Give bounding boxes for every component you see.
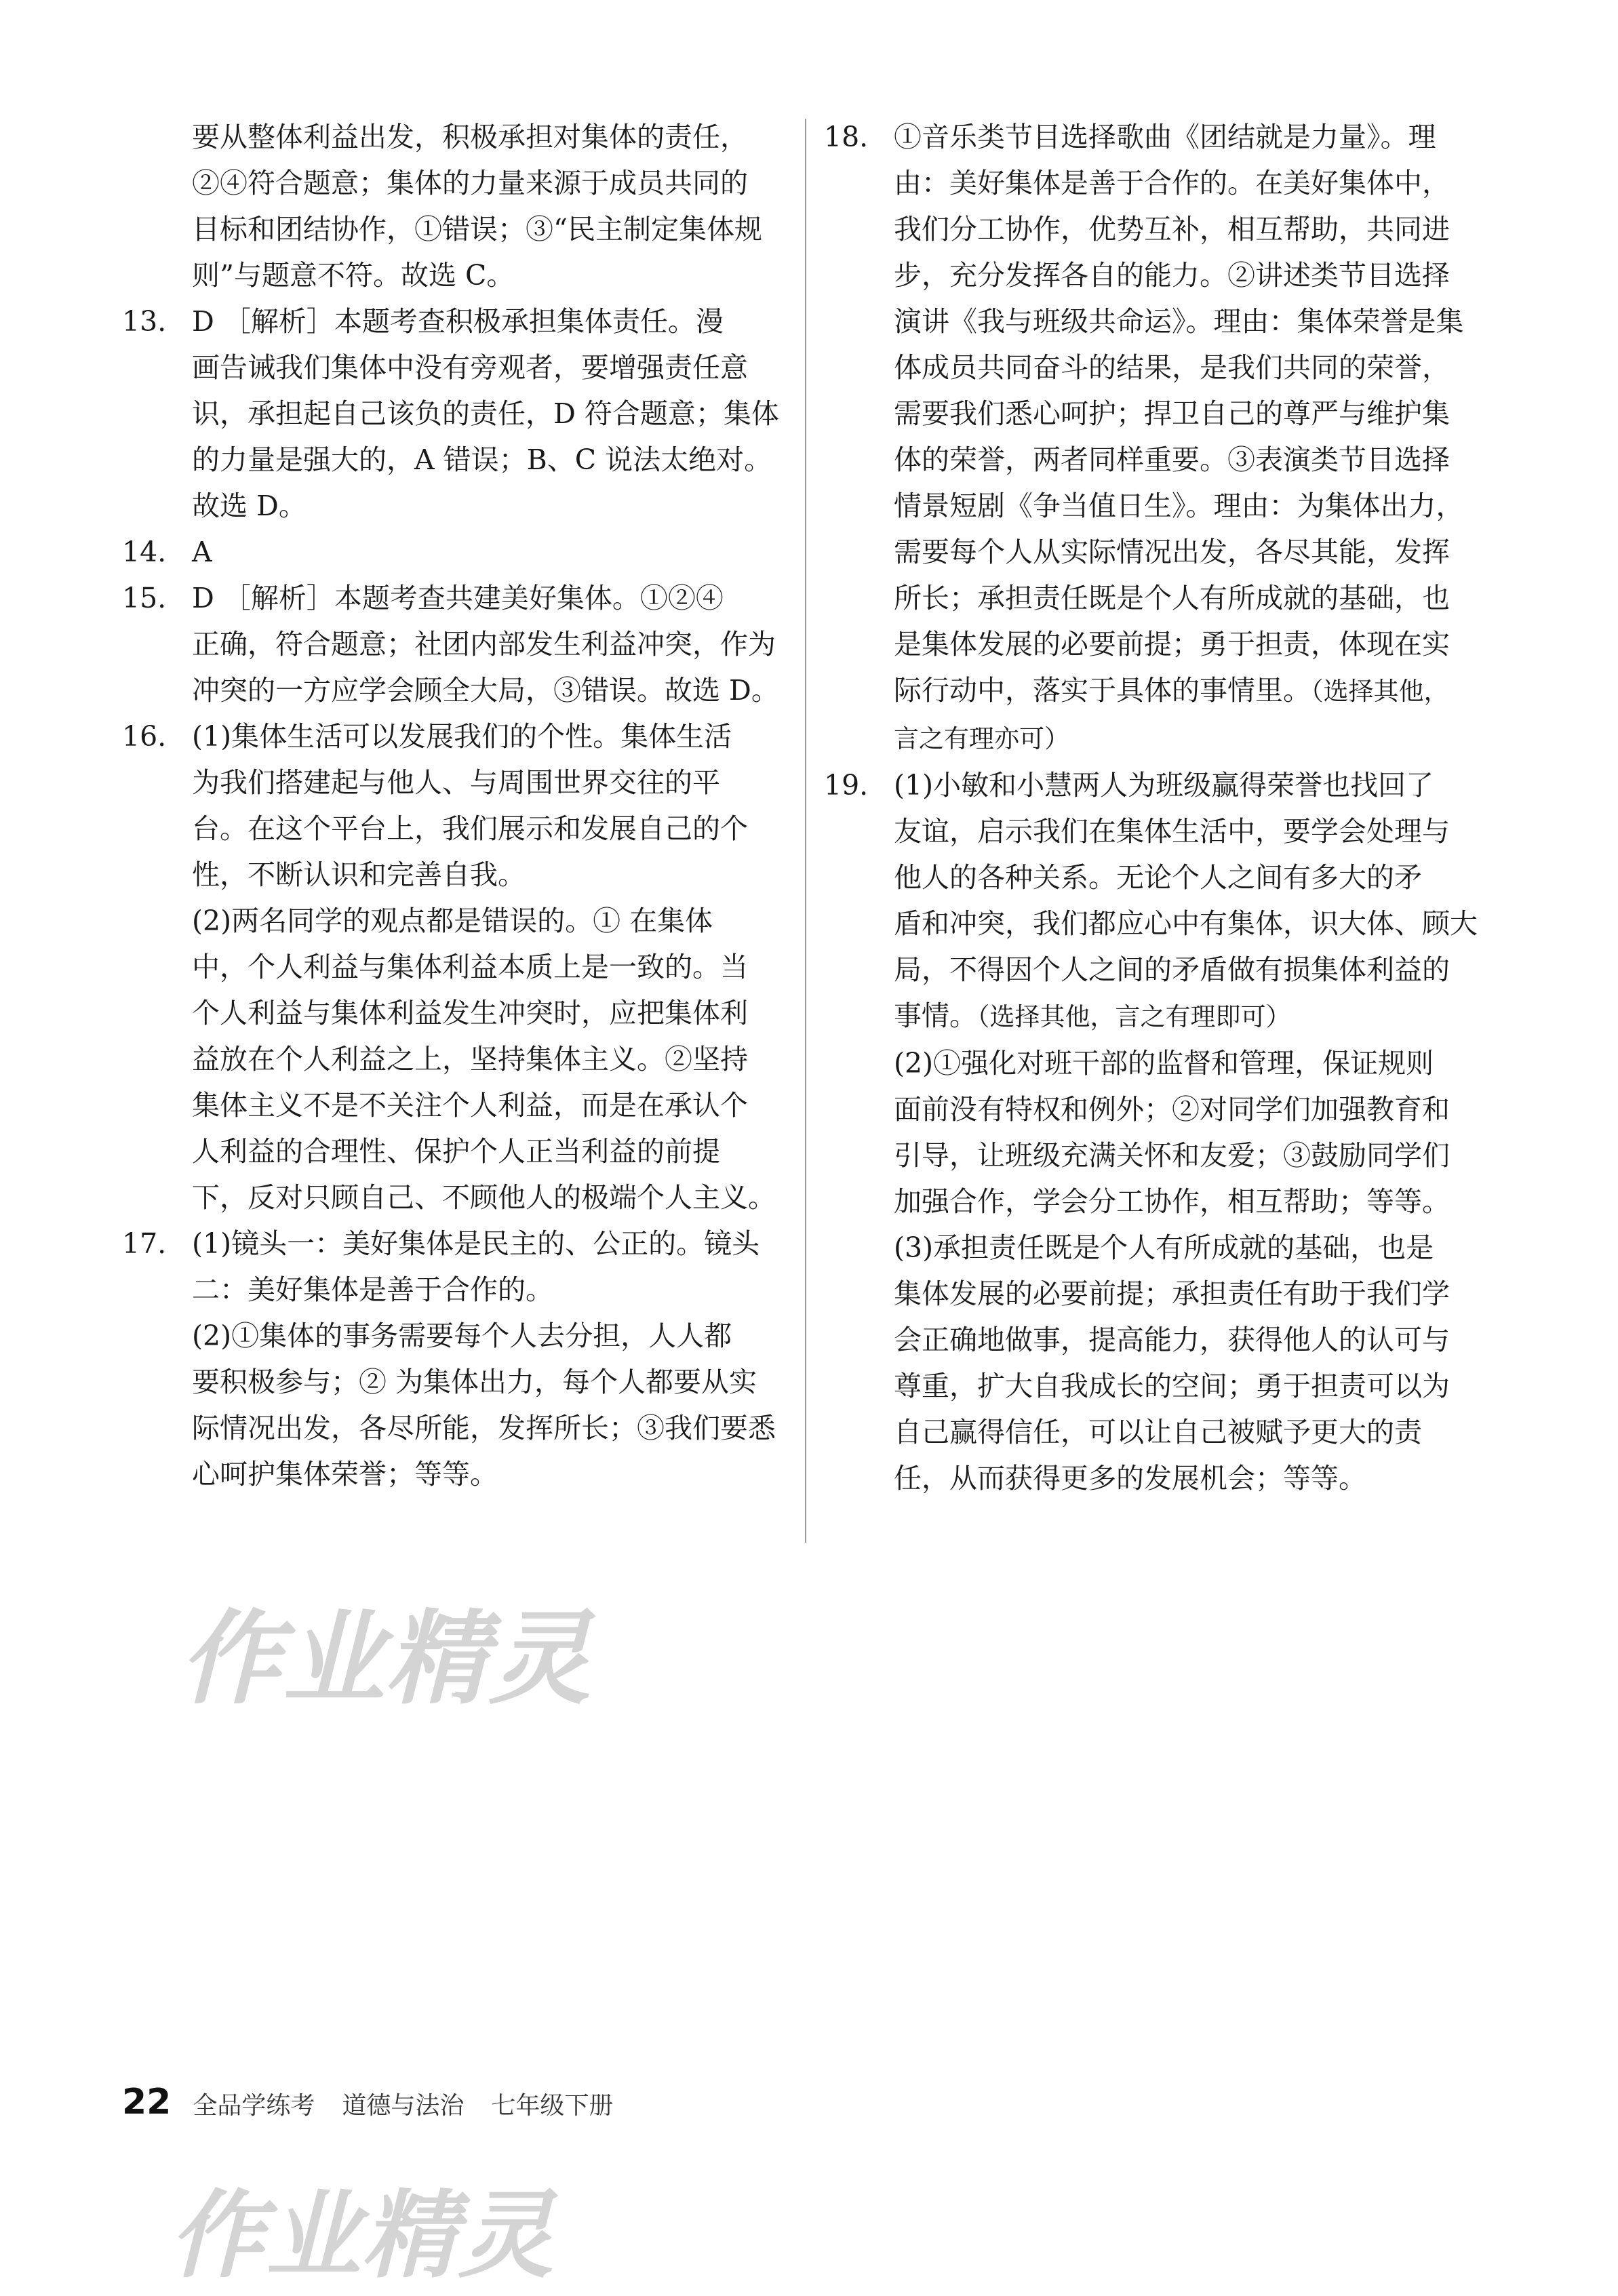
footer-grade: 七年级下册: [491, 2092, 614, 2120]
right-column: [824, 114, 1492, 1501]
watermark-footer: 作业精灵: [170, 2181, 555, 2291]
answer-number: 16.: [122, 720, 167, 753]
answer-14: 14. A: [122, 529, 800, 575]
answer-17: 17. (1)镜头一：美好集体是民主的、公正的。镜头 二：美好集体是善于合作的。 (2)①集体的事务需要每个人去分担，人人都 要积极参与；② 为集体出力，每个人都要从实 际情况出发，各尽所能，发挥所长；③我们要悉 心呵护集体荣誉；等等。: [122, 1221, 800, 1497]
note-text: 言之有理亦可）: [894, 724, 1069, 753]
answer-13: 13. D ［解析］本题考查积极承担集体责任。漫 画告诫我们集体中没有旁观者，要增强责任意 识，承担起自己该负的责任，D 符合题意；集体 的力量是强大的，A 错误；B、C 说法太绝对。 故选 D。: [122, 298, 800, 529]
page-footer: [122, 2082, 640, 2122]
watermark: 作业精灵: [180, 1600, 593, 1718]
footer-subject: 道德与法治: [342, 2092, 465, 2120]
note-text: （选择其他，言之有理即可）: [977, 1002, 1291, 1031]
answer-15: 15. D ［解析］本题考查共建美好集体。①②④ 正确，符合题意；社团内部发生利益冲突，作为 冲突的一方应学会顾全大局，③错误。故选 D。: [122, 575, 800, 713]
column-divider: [805, 119, 806, 1543]
answer-19: 19. (1)小敏和小慧两人为班级赢得荣誉也找回了 友谊，启示我们在集体生活中，要学会处理与 他人的各种关系。无论个人之间有多大的矛 盾和冲突，我们都应心中有集体，识大体、顾大 局，不得因个人之间的矛盾做有损集体利益的 事情。（选择其他，言之有理即可） (2)①强化对班干部的监督和管理，保证规则 面前没有特权和例外；②对同学们加强教育和 引导，让班级充满关怀和友爱；③鼓励同学们 加强合作，学会分工协作，相互帮助；等等。 (3)承担责任既是个人有所成就的基础，也是 集体发展的必要前提；承担责任有助于我们学 会正确地做事，提高能力，获得他人的认可与 尊重，扩大自我成长的空间；勇于担责可以为 自己赢得信任，可以让自己被赋予更大的责 任，从而获得更多的发展机会；等等。: [824, 762, 1492, 1501]
answer-number: 13.: [122, 305, 167, 338]
note-text: （选择其他，: [1311, 677, 1449, 706]
footer-brand: 全品学练考: [193, 2092, 315, 2120]
left-column: [122, 114, 800, 1497]
answer-number: 15.: [122, 582, 167, 614]
answer-12-continued: 要从整体利益出发，积极承担对集体的责任， ②④符合题意；集体的力量来源于成员共同的 目标和团结协作，①错误；③“民主制定集体规 则”与题意不符。故选 C。: [192, 121, 762, 292]
answer-number: 18.: [824, 121, 869, 153]
answer-16: 16. (1)集体生活可以发展我们的个性。集体生活 为我们搭建起与他人、与周围世界交往的平 台。在这个平台上，我们展示和发展自己的个 性，不断认识和完善自我。 (2)两名同学的观点都是错误的。① 在集体 中，个人利益与集体利益本质上是一致的。当 个人利益与集体利益发生冲突时，应把集体利 益放在个人利益之上，坚持集体主义。②坚持 集体主义不是不关注个人利益，而是在承认个 人利益的合理性、保护个人正当利益的前提 下，反对只顾自己、不顾他人的极端个人主义。: [122, 713, 800, 1221]
page-number: 22: [122, 2082, 172, 2122]
answer-number: 14.: [122, 536, 167, 568]
answer-18: 18. ①音乐类节目选择歌曲《团结就是力量》。理 由：美好集体是善于合作的。在美好集体中， 我们分工协作，优势互补，相互帮助，共同进 步，充分发挥各自的能力。②讲述类节目选择 演讲《我与班级共命运》。理由：集体荣誉是集 体成员共同奋斗的结果，是我们共同的荣誉， 需要我们悉心呵护；捍卫自己的尊严与维护集 体的荣誉，两者同样重要。③表演类节目选择 情景短剧《争当值日生》。理由：为集体出力， 需要每个人从实际情况出发，各尽其能，发挥 所长；承担责任既是个人有所成就的基础，也 是集体发展的必要前提；勇于担责，体现在实 际行动中，落实于具体的事情里。（选择其他， 言之有理亦可）: [824, 114, 1492, 762]
answer-number: 19.: [824, 769, 869, 801]
answer-number: 17.: [122, 1227, 167, 1260]
